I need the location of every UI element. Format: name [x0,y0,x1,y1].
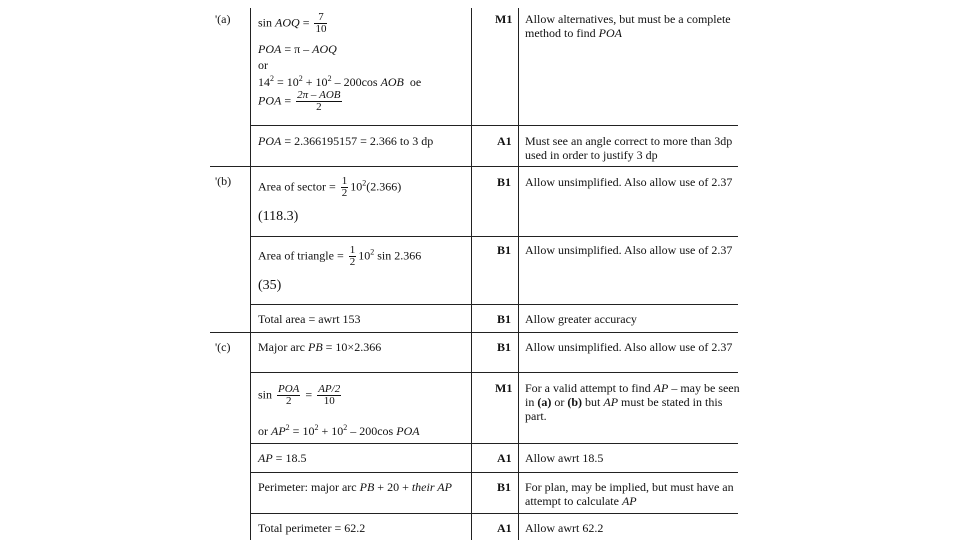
text: sin [258,387,273,402]
text: must be stated in this part. [525,395,723,423]
text: 14 [258,75,270,89]
fraction [349,245,357,268]
working-c2-line1: sin $\frac{\text{POA}}{2}$ = $\frac{AP/2}{10}$ [258,383,341,407]
guidance-c4 [525,480,740,508]
mark-a1: M1 [495,12,513,26]
var: POA [258,134,282,148]
text: For plan, may be implied, but must have an attempt to calculate [525,480,734,508]
text: – 200cos [331,75,378,89]
denominator: 2 [285,395,292,407]
numerator: 1 [349,244,356,256]
guidance-c1: Allow unsimplified. Also allow use of 2.37 [525,340,733,354]
mark-a2: A1 [497,134,512,148]
text: but [582,395,601,409]
numerator: 2π – AOB [297,89,341,101]
guidance-c3: Allow awrt 18.5 [525,451,604,465]
text: Area of triangle = [258,248,347,263]
text: 10 [358,248,371,263]
text: Major arc [258,340,308,354]
text: – 200cos [347,424,394,438]
row-divider [250,125,738,126]
denominator: 2 [349,256,356,268]
numerator: AP [318,383,332,395]
text: or [551,395,568,409]
var: POA [396,424,420,438]
question-label-b: '(b) [215,174,232,188]
denominator: 10 [323,395,335,407]
working-c4 [258,480,452,495]
text: – may be seen in [525,381,740,409]
text: 10 [350,179,363,194]
var: AP [603,395,619,409]
var: AOQ [275,15,300,30]
guidance-b3: Allow greater accuracy [525,312,637,326]
var: AP [653,381,669,395]
denominator: 2 [341,187,348,199]
working-a2 [258,134,433,149]
var: AOB [380,75,404,89]
row-divider [250,472,738,473]
row-divider [250,304,738,305]
fraction: $\frac{AP/2}{10}$ [318,383,341,407]
guidance-c2 [525,381,740,423]
text: Area of sector = [258,179,339,194]
working-b2-value: (35) [258,278,282,293]
working-a1-line1: sin AOQ = $\frac{7}{10}$ [258,11,327,35]
text: Allow alternatives, but must be a complete method to find [525,12,731,40]
numerator-divisor: 2 [334,383,341,395]
column-divider-mark [518,8,519,540]
working-c3 [258,451,306,466]
question-label-c: '(c) [215,340,231,354]
row-divider [210,166,738,167]
var: AP [258,451,273,465]
guidance-a2: Must see an angle correct to more than 3dp used in order to justify 3 dp [525,134,733,162]
working-c2-line2: or $AP^2 = 10^2 + 10^2 - 200\cos$ POA [258,423,420,438]
working-a1-line5: POA = $\frac{\text{2π – AOB}}{2}$ [258,89,341,113]
guidance-b2: Allow unsimplified. Also allow use of 2.37 [525,243,733,257]
fraction [341,176,349,199]
working-b2: Area of triangle = $\frac{1}{2}$ $10^2$ sin 2.366 [258,244,422,268]
text: = π – [284,42,310,56]
guidance-b1: Allow unsimplified. Also allow use of 2.37 [525,175,733,189]
text: = 2.366195157 = 2.366 to 3 dp [281,134,434,148]
text: = 10 [274,75,299,89]
working-c5: Total perimeter = 62.2 [258,521,366,535]
fraction [277,384,300,407]
denominator: 10 [315,23,327,35]
numerator: 7 [314,12,327,24]
row-divider [250,372,738,373]
text: sin 2.366 [374,248,422,263]
text: = 10 [289,424,315,438]
text: + 10 [318,424,344,438]
fraction [314,12,327,35]
text: or [258,424,268,438]
mark-c3: A1 [497,451,512,465]
fraction [296,90,341,113]
question-label-a: '(a) [215,12,231,26]
mark-b3: B1 [497,312,512,326]
var: PB [359,480,375,494]
working-a1-line2 [258,42,337,57]
mark-c4: B1 [497,480,512,494]
var: AP [271,424,286,438]
text: + 20 + [374,480,412,494]
denominator: 2 [316,101,322,113]
working-b3: Total area = awrt 153 [258,312,361,326]
text: For a valid attempt to find [525,381,651,395]
var: POA [258,93,282,108]
mark-c5: A1 [497,521,512,535]
var: POA [598,26,622,40]
text: oe [409,75,422,89]
text: sin [258,15,273,30]
text: + 10 [302,75,328,89]
mark-b1: B1 [497,175,512,189]
working-a1-line4: $14^2 = 10^2 + 10^2 - 200\cos$ AOB oe [258,74,422,89]
row-divider [210,332,738,333]
text: (b) [567,395,583,409]
var: AOQ [312,42,337,56]
row-divider [250,443,738,444]
text: (a) [537,395,552,409]
numerator: 1 [341,175,348,187]
working-a1-line3: or [258,58,268,72]
row-divider [250,513,738,514]
mark-c2: M1 [495,381,513,395]
text: Perimeter: major arc [258,480,360,494]
var: POA [258,42,282,56]
column-divider-left [250,8,251,540]
text: = 18.5 [272,451,307,465]
guidance-c5: Allow awrt 62.2 [525,521,604,535]
working-c1 [258,340,381,355]
working-b1-value: (118.3) [258,209,299,224]
working-b1: Area of sector = $\frac{1}{2}$ $10^2(2.366)$ [258,175,402,199]
row-divider [250,236,738,237]
var: AP [621,494,637,508]
mark-c1: B1 [497,340,512,354]
var: their AP [411,480,452,494]
text: (2.366) [366,179,402,194]
column-divider-mid [471,8,472,540]
guidance-a1 [525,12,740,40]
mark-b2: B1 [497,243,512,257]
text: = 10×2.366 [322,340,382,354]
var: PB [307,340,323,354]
numerator: POA [278,383,300,395]
